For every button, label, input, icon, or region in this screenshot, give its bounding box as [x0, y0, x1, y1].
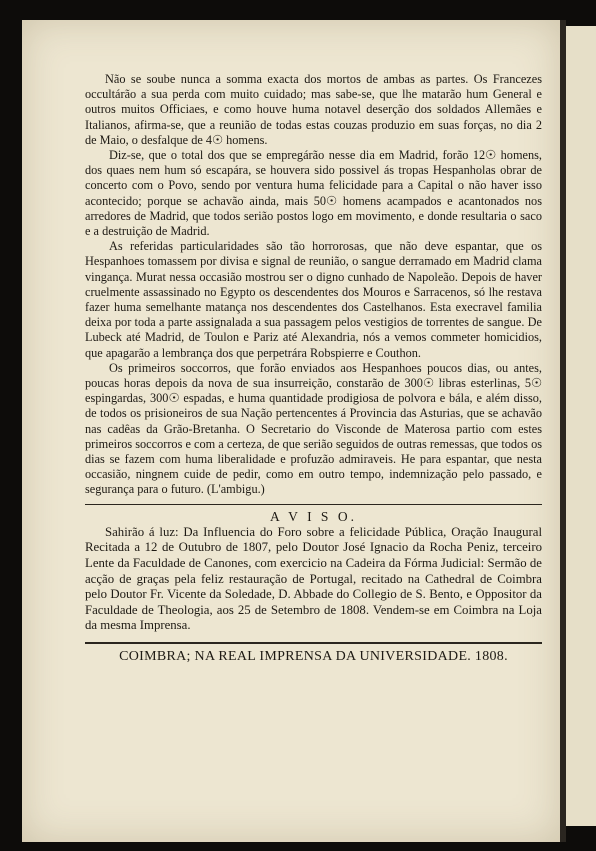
paragraph-madrid-forces: Diz-se, que o total dos que se empregárão nesse dia em Madrid, forão 12☉ homens, dos quaes nem hum só escapára, se houvera sido possivel ás tropas Hespanholas obrar de concerto com o Povo, sendo por ventura huma felicidade para a Capital o não haver isso acontecido; porque se achavão ainda, mais 50☉ homens acampados e acantonados nos arredores de Madrid, que todos serião postos logo em movimento, e donde resultaria o saco e a destruição de Madrid. [85, 148, 542, 239]
paragraph-battle-losses: Não se soube nunca a somma exacta dos mortos de ambas as partes. Os Francezes occultárão a sua perda com muito cuidado; mas sabe-se, que lhe matarão hum General e outros muitos Officiaes, e como houve huma notavel deserção dos soldados Allemães e Italianos, afirma-se, que a reunião de todas estas couzas produzio em suas forças, no dia 2 de Maio, o desfalque de 4☉ homens. [85, 72, 542, 147]
printer-imprint: COIMBRA; NA REAL IMPRENSA DA UNIVERSIDADE. 1808. [85, 642, 542, 664]
facing-page-edge [566, 26, 596, 826]
aviso-heading: A V I S O. [85, 504, 542, 524]
paragraph-atrocities: As referidas particularidades são tão horrorosas, que não deve espantar, que os Hespanhoes tomassem por divisa e signal de reunião, o sangue derramado em Madrid clama vingança. Murat nessa occasião mostrou ser o digno cunhado de Napoleão. Depois de haver cruelmente assassinado no Egypto os descendentes dos Mouros e Sarracenos, só lhe restava fazer huma semelhante matança nos descendentes dos Castelhanos. Esta execravel familia deixa por toda a parte assignalada a sua passagem pelos vestigios de torrentes de sangue. De Lubeck até Madrid, de Toulon e Pariz até Alexandria, nós a vemos commeter homicidios, que apagarão a lembrança dos que perpetrára Robspierre e Couthon. [85, 239, 542, 360]
aviso-notice: Sahirão á luz: Da Influencia do Foro sobre a felicidade Pública, Oração Inaugural Recitada a 12 de Outubro de 1807, pelo Doutor José Ignacio da Rocha Peniz, terceiro Lente da Faculdade de Canones, com exercicio na Cadeira da Fórma Judicial: Sermão de acção de graças pela feliz restauração de Portugal, recitado na Cathedral de Coimbra pelo Doutor Fr. Vicente da Soledade, D. Abbade do Collegio de S. Bento, e Oppositor da Faculdade de Theologia, aos 25 de Setembro de 1808. Vendem-se em Coimbra na Loja da mesma Imprensa. [85, 524, 542, 633]
page-text [85, 72, 542, 664]
paragraph-british-aid: Os primeiros soccorros, que forão enviados aos Hespanhoes poucos dias, ou antes, poucas horas depois da nova de sua insurreição, constarão de 300☉ libras esterlinas, 5☉ espingardas, 300☉ espadas, e huma quantidade prodigiosa de polvora e bála, e além disso, de todos os prisioneiros de sua Nação pertencentes á Provincia das Asturias, que se achavão nas cadêas da Grão-Bretanha. O Secretario do Visconde de Materosa partio com estes primeiros soccorros e com a certeza, de que serião seguidos de outras remessas, que todos os dias se fazem com huma liberalidade e profuzão admiraveis. He para espantar, que nesta occasião, ningnem cuide de pedir, como em outro tempo, indemnização pelo passado, e segurança para o futuro. (L'ambigu.) [85, 360, 542, 497]
